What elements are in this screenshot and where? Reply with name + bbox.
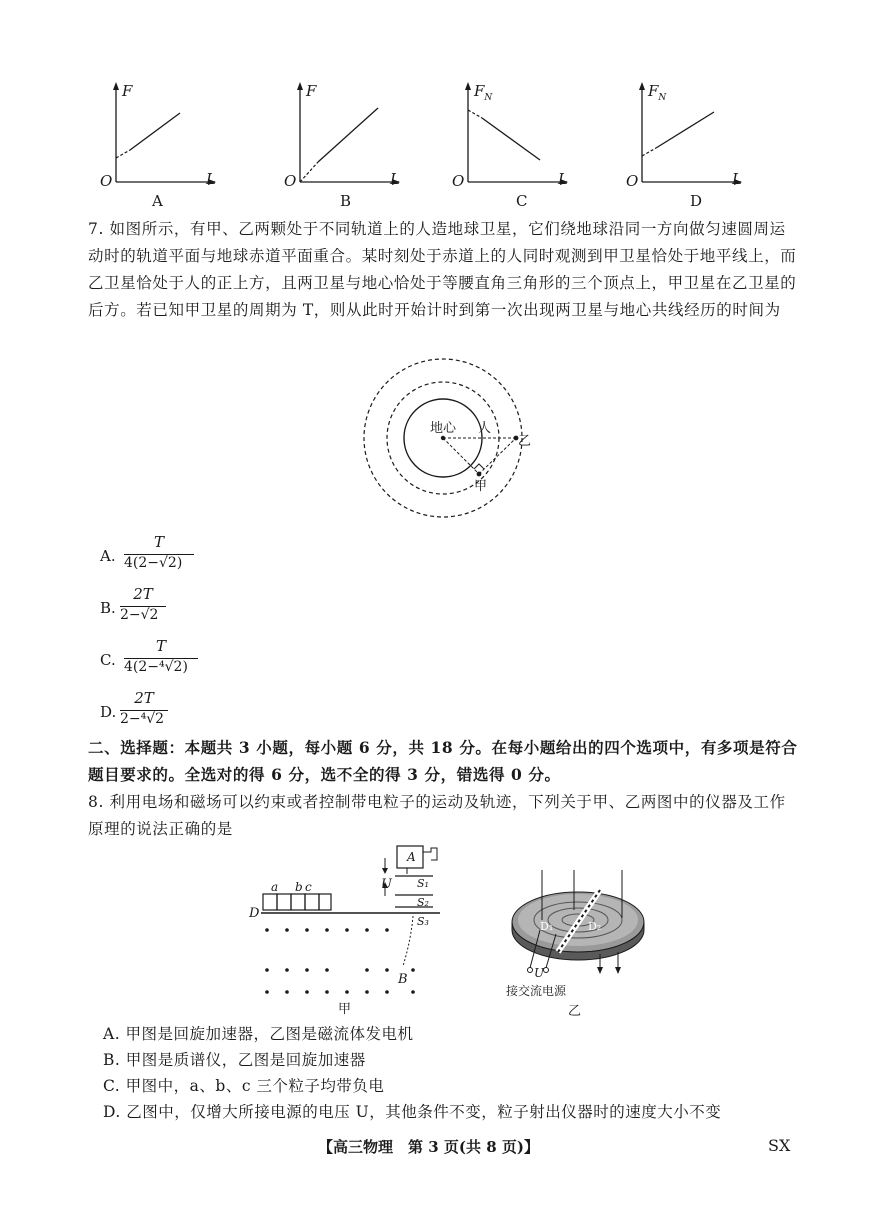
fraction-denominator: 4(2−⁴√2) xyxy=(124,659,188,675)
fraction-denominator: 2−√2 xyxy=(120,607,159,623)
option-d[interactable] xyxy=(100,689,220,731)
graph-caption: C xyxy=(516,192,528,210)
y-axis-label: $F_N$ xyxy=(648,82,667,103)
footer-code: SX xyxy=(768,1136,791,1155)
q8-option-b[interactable]: B. 甲图是质谱仪，乙图是回旋加速器 xyxy=(103,1051,366,1069)
y-axis-label: F xyxy=(306,82,317,100)
label-c: c xyxy=(305,880,312,894)
label-D2: D₂ xyxy=(588,920,602,933)
option-b[interactable] xyxy=(100,585,220,627)
fraction-denominator: 4(2−√2) xyxy=(124,555,183,571)
mass-spectrometer-diagram xyxy=(245,840,455,1020)
option-label: D. xyxy=(100,703,117,721)
orbit-figure xyxy=(360,355,530,525)
figure-caption-jia: 甲 xyxy=(338,1002,352,1017)
label-b: b xyxy=(295,880,303,894)
x-axis-label: L xyxy=(390,170,400,188)
label-a: a xyxy=(271,880,279,894)
center-label: 地心 xyxy=(430,421,457,436)
label-A: A xyxy=(407,850,416,864)
figure-mass-spectrometer xyxy=(245,840,455,1020)
y-axis-label: $F_N$ xyxy=(474,82,493,103)
fraction-numerator: 2T xyxy=(134,689,154,707)
label-S1: S₁ xyxy=(417,877,429,890)
q8-option-a[interactable]: A. 甲图是回旋加速器，乙图是磁流体发电机 xyxy=(103,1025,414,1043)
graph-caption: B xyxy=(340,192,352,210)
graph-caption: A xyxy=(152,192,163,210)
figure-cyclotron xyxy=(500,870,660,1018)
label-S3: S₃ xyxy=(417,915,429,928)
option-label: C. xyxy=(100,651,116,669)
person-label: 人 xyxy=(478,421,492,436)
fraction-numerator: T xyxy=(153,533,164,551)
graph-c xyxy=(452,78,612,213)
option-c[interactable] xyxy=(100,637,220,679)
option-label: B. xyxy=(100,599,116,617)
q8-option-c[interactable]: C. 甲图中，a、b、c 三个粒子均带负电 xyxy=(103,1077,385,1095)
origin-label: O xyxy=(626,172,639,190)
figure-caption-yi: 乙 xyxy=(568,1004,582,1019)
label-U: U xyxy=(534,966,545,980)
x-axis-label: L xyxy=(732,170,742,188)
label-D1: D₁ xyxy=(540,920,554,933)
satellite-b-label: 乙 xyxy=(518,434,532,449)
x-axis-label: L xyxy=(206,170,216,188)
option-a[interactable] xyxy=(100,533,220,575)
graph-d xyxy=(626,78,786,213)
question-7-text: 7. 如图所示，有甲、乙两颗处于不同轨道上的人造地球卫星，它们绕地球沿同一方向做匀速圆周运动时的轨道平面与地球赤道平面重合。某时刻处于赤道上的人同时观测到甲卫星恰处于地平线上，而乙卫星恰处于人的正上方，且两卫星与地心恰处于等腰直角三角形的三个顶点上，甲卫星在乙卫星的后方。若已知甲卫星的周期为 T，则从此时开始计时到第一次出现两卫星与地心共线经历的时间为 xyxy=(88,220,797,319)
origin-label: O xyxy=(452,172,465,190)
label-U: U xyxy=(381,877,392,892)
origin-label: O xyxy=(284,172,297,190)
label-D: D xyxy=(249,906,260,921)
q8-option-d[interactable]: D. 乙图中，仅增大所接电源的电压 U，其他条件不变，粒子射出仪器时的速度大小不变 xyxy=(103,1103,722,1121)
option-label: A. xyxy=(100,547,116,565)
fraction-numerator: 2T xyxy=(133,585,153,603)
graph-caption: D xyxy=(690,192,703,210)
graph-b xyxy=(284,78,444,213)
orbit-diagram xyxy=(360,355,530,525)
question-8-text: 8. 利用电场和磁场可以约束或者控制带电粒子的运动及轨迹，下列关于甲、乙两图中的仪器及工作原理的说法正确的是 xyxy=(88,793,786,838)
x-axis-label: L xyxy=(558,170,568,188)
page-footer: 【高三物理 第 3 页(共 8 页)】 xyxy=(318,1138,539,1156)
y-axis-label: F xyxy=(122,82,133,100)
satellite-a-label: 甲 xyxy=(474,479,488,494)
origin-label: O xyxy=(100,172,113,190)
section-2-heading: 二、选择题：本题共 3 小题，每小题 6 分，共 18 分。在每小题给出的四个选项中，有多项是符合题目要求的。全选对的得 6 分，选不全的得 3 分，错选得 0 分。 xyxy=(88,738,798,784)
fraction-denominator: 2−⁴√2 xyxy=(120,711,165,727)
ac-source-label: 接交流电源 xyxy=(506,984,567,998)
label-S2: S₂ xyxy=(417,896,429,909)
fraction-numerator: T xyxy=(155,637,166,655)
label-B: B xyxy=(398,972,408,987)
graph-a xyxy=(100,78,260,213)
cyclotron-diagram xyxy=(500,870,660,990)
